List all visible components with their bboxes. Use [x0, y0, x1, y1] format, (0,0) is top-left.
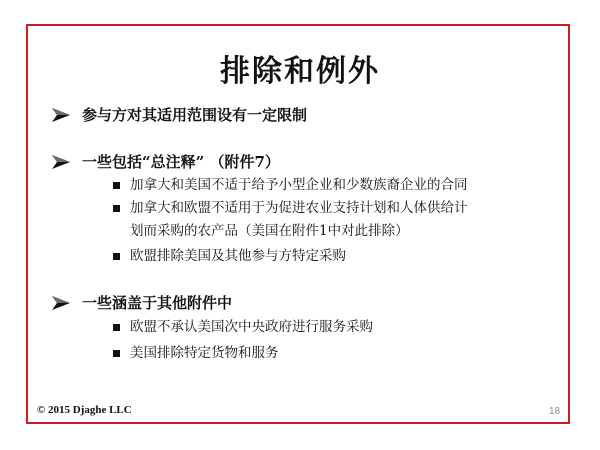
arrow-bullet-icon: [52, 296, 70, 310]
bullet-item: [52, 292, 232, 313]
bullet-item: [52, 151, 280, 172]
square-bullet-icon: [113, 253, 120, 260]
square-bullet-icon: [113, 182, 120, 189]
sub-bullet-text: 加拿大和欧盟不适用于为促进农业支持计划和人体供给计: [130, 200, 468, 216]
sub-bullet-text: 美国排除特定货物和服务: [130, 345, 279, 361]
square-bullet-icon: [113, 350, 120, 357]
sub-bullet-item: [113, 245, 346, 268]
arrow-bullet-icon: [52, 108, 70, 122]
sub-bullet-continuation: 划而采购的农产品（美国在附件1中对此排除）: [130, 223, 409, 239]
sub-bullet-item: [113, 174, 468, 197]
copyright-notice: © 2015 Djaghe LLC: [37, 404, 132, 416]
sub-bullet-text: 欧盟排除美国及其他参与方特定采购: [130, 248, 346, 264]
sub-bullet-text: 加拿大和美国不适于给予小型企业和少数族裔企业的合同: [130, 177, 468, 193]
sub-bullet-text: 欧盟不承认美国次中央政府进行服务采购: [130, 319, 373, 335]
bullet-text: 一些包括“总注释” （附件7）: [82, 153, 280, 171]
page-number: 18: [549, 406, 561, 417]
arrow-bullet-icon: [52, 155, 70, 169]
slide-title: 排除和例外: [220, 54, 380, 89]
bullet-text: 一些涵盖于其他附件中: [82, 294, 233, 312]
bullet-item: [52, 104, 307, 125]
sub-bullet-item: [113, 316, 373, 339]
bullet-text: 参与方对其适用范围设有一定限制: [82, 106, 308, 124]
sub-bullet-item: [113, 342, 279, 365]
sub-bullet-item: [113, 197, 468, 220]
square-bullet-icon: [113, 205, 120, 212]
square-bullet-icon: [113, 324, 120, 331]
